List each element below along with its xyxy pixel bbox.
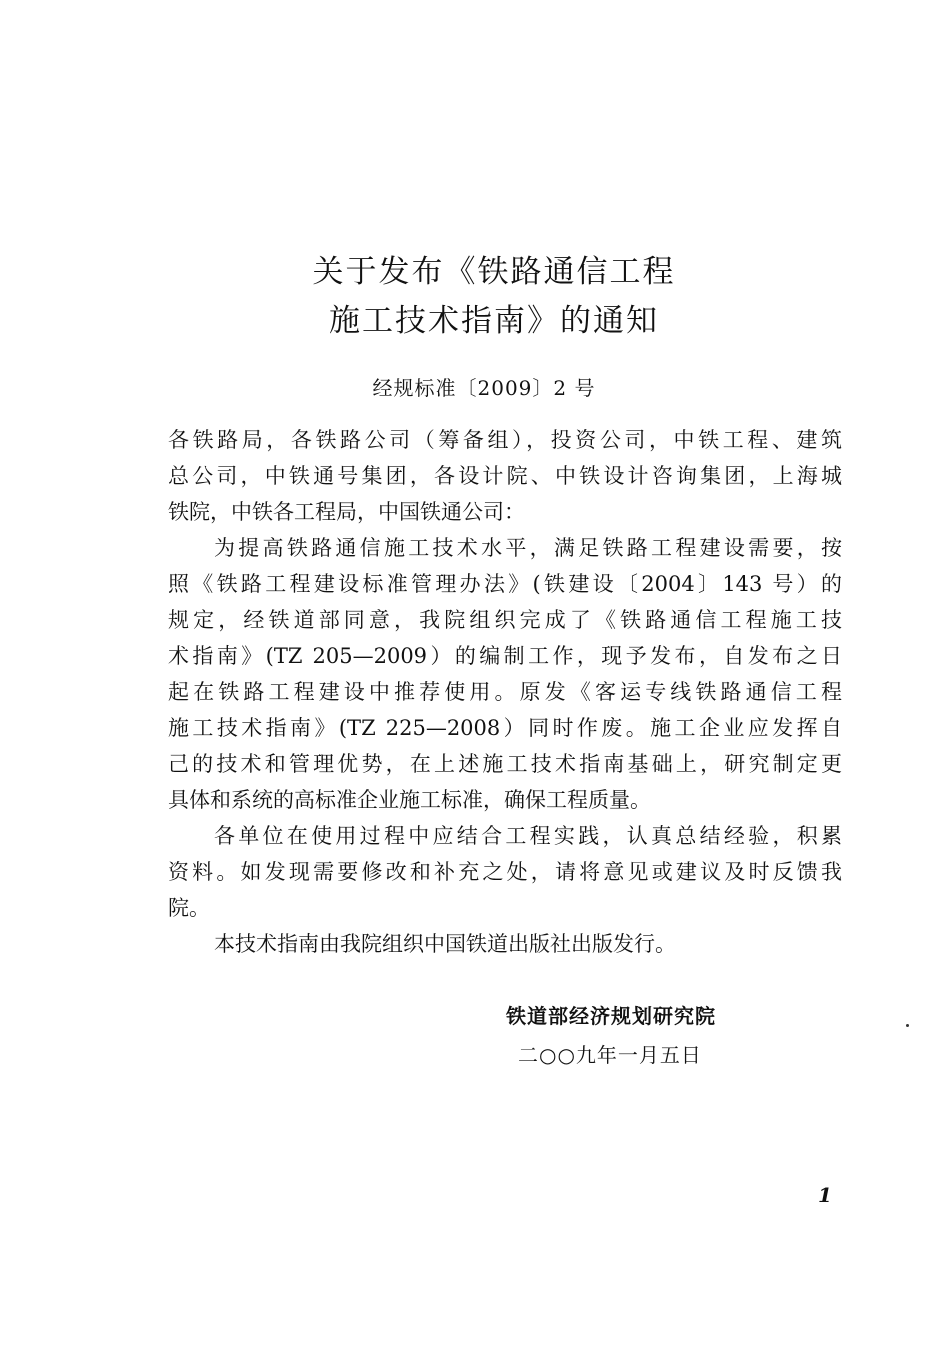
document-number: 经规标准〔2009〕2 号 xyxy=(372,376,596,400)
body-line: 具体和系统的高标准企业施工标准，确保工程质量。 xyxy=(168,788,651,812)
body-line: 各铁路局，各铁路公司（筹备组），投资公司，中铁工程、建筑 xyxy=(168,428,842,452)
body-line: 各单位在使用过程中应结合工程实践，认真总结经验，积累 xyxy=(214,824,842,848)
body-line: 起在铁路工程建设中推荐使用。原发《客运专线铁路通信工程 xyxy=(168,680,842,704)
page-number: 1 xyxy=(818,1183,832,1207)
body-line: 己的技术和管理优势，在上述施工技术指南基础上，研究制定更 xyxy=(168,752,842,776)
body-line: 总公司，中铁通号集团，各设计院、中铁设计咨询集团，上海城 xyxy=(168,464,842,488)
title-line-2: 施工技术指南》的通知 xyxy=(329,303,659,339)
body-line: 照《铁路工程建设标准管理办法》(铁建设〔2004〕143 号）的 xyxy=(168,572,842,596)
title-line-1: 关于发布《铁路通信工程 xyxy=(312,254,676,290)
signature: 铁道部经济规划研究院 xyxy=(506,1004,716,1028)
body-line: 施工技术指南》(TZ 225—2008）同时作废。施工企业应发挥自 xyxy=(168,716,842,740)
body-line: 本技术指南由我院组织中国铁道出版社出版发行。 xyxy=(214,932,676,956)
body-line: 资料。如发现需要修改和补充之处，请将意见或建议及时反馈我 xyxy=(168,860,842,884)
body-line: 院。 xyxy=(168,896,210,920)
date: 二○○九年一月五日 xyxy=(518,1043,702,1067)
body-line: 规定，经铁道部同意，我院组织完成了《铁路通信工程施工技 xyxy=(168,608,842,632)
body-line: 铁院，中铁各工程局，中国铁通公司： xyxy=(168,500,525,524)
body-line: 为提高铁路通信施工技术水平，满足铁路工程建设需要，按 xyxy=(214,536,842,560)
body-line: 术指南》(TZ 205—2009）的编制工作，现予发布，自发布之日 xyxy=(168,644,842,668)
scan-speck xyxy=(906,1024,909,1027)
